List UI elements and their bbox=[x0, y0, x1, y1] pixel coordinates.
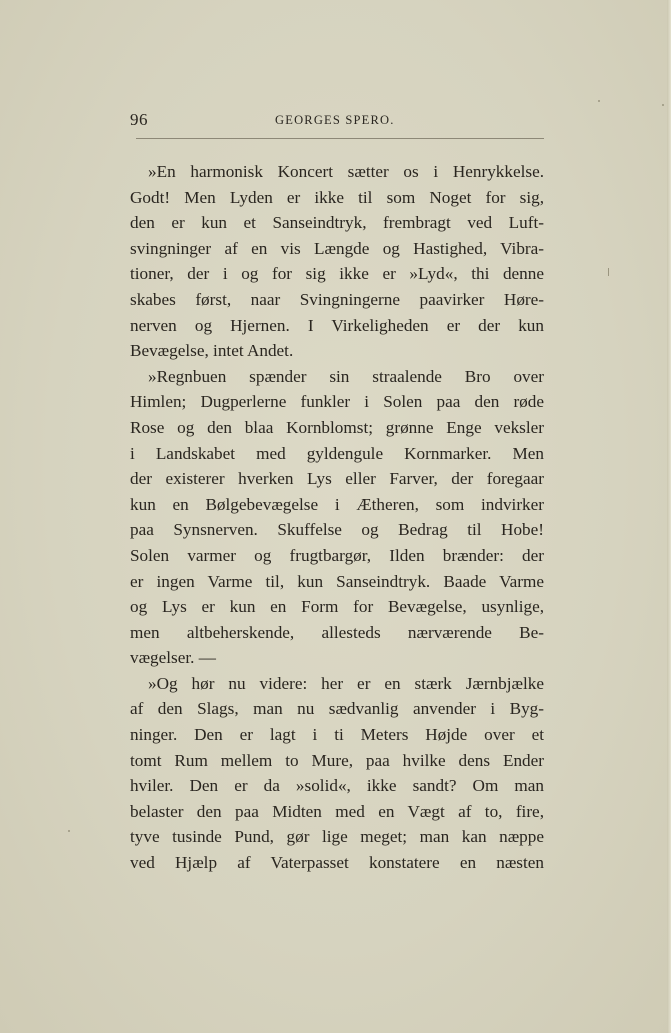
text-line: nerven og Hjernen. I Virkeligheden er der kun bbox=[130, 315, 544, 335]
page-number: 96 bbox=[130, 110, 148, 129]
header-rule bbox=[136, 138, 544, 139]
text-line: af den Slags, man nu sædvanlig anvender i Byg- bbox=[130, 699, 544, 719]
text-line: »En harmonisk Koncert sætter os i Henrykkelse. bbox=[148, 162, 544, 181]
text-line: den er kun et Sanseindtryk, frembragt ved Luft- bbox=[130, 213, 544, 233]
paper-speck bbox=[608, 268, 609, 276]
text-line: tomt Rum mellem to Mure, paa hvilke dens Ender bbox=[130, 750, 544, 770]
text-line: paa Synsnerven. Skuffelse og Bedrag til Hobe! bbox=[130, 520, 544, 540]
text-line: ved Hjælp af Vaterpasset konstatere en næsten bbox=[130, 853, 544, 873]
text-line: »Regnbuen spænder sin straalende Bro over bbox=[148, 366, 544, 386]
page-header bbox=[130, 110, 544, 134]
text-line: Rose og den blaa Kornblomst; grønne Enge veksler bbox=[130, 417, 544, 437]
text-line: og Lys er kun en Form for Bevægelse, usynlige, bbox=[130, 597, 544, 617]
body-text bbox=[130, 159, 544, 876]
text-line: Bevægelse, intet Andet. bbox=[130, 341, 294, 361]
text-line: der existerer hverken Lys eller Farver, der foregaar bbox=[130, 469, 544, 489]
text-line: i Landskabet med gyldengule Kornmarker. Men bbox=[130, 443, 544, 463]
paper-speck bbox=[662, 104, 664, 106]
text-line: vægelser. — bbox=[130, 648, 216, 668]
text-line: Himlen; Dugperlerne funkler i Solen paa den røde bbox=[130, 392, 544, 412]
text-line: »Og hør nu videre: her er en stærk Jærnbjælke bbox=[148, 673, 544, 693]
page-edge bbox=[667, 0, 671, 1033]
text-line: svingninger af en vis Længde og Hastighed, Vibra- bbox=[130, 238, 544, 258]
text-line: men altbeherskende, allesteds nærværende Be- bbox=[130, 622, 544, 642]
text-line: Godt! Men Lyden er ikke til som Noget for sig, bbox=[130, 187, 544, 207]
text-line: ninger. Den er lagt i ti Meters Højde over et bbox=[130, 725, 544, 745]
text-line: tyve tusinde Pund, gør lige meget; man kan næppe bbox=[130, 827, 544, 847]
text-line: hviler. Den er da »solid«, ikke sandt? Om man bbox=[130, 776, 544, 796]
text-line: skabes først, naar Svingningerne paavirker Høre- bbox=[130, 289, 544, 309]
text-line: kun en Bølgebevægelse i Ætheren, som indvirker bbox=[130, 494, 544, 514]
text-line: er ingen Varme til, kun Sanseindtryk. Baade Varme bbox=[130, 571, 544, 591]
text-line: belaster den paa Midten med en Vægt af to, fire, bbox=[130, 801, 544, 821]
text-line: Solen varmer og frugtbargør, Ilden brænder: der bbox=[130, 545, 544, 565]
text-line: tioner, der i og for sig ikke er »Lyd«, thi denne bbox=[130, 264, 544, 284]
paper-speck bbox=[68, 830, 70, 832]
paper-speck bbox=[598, 100, 600, 102]
running-head: GEORGES SPERO. bbox=[275, 113, 395, 127]
